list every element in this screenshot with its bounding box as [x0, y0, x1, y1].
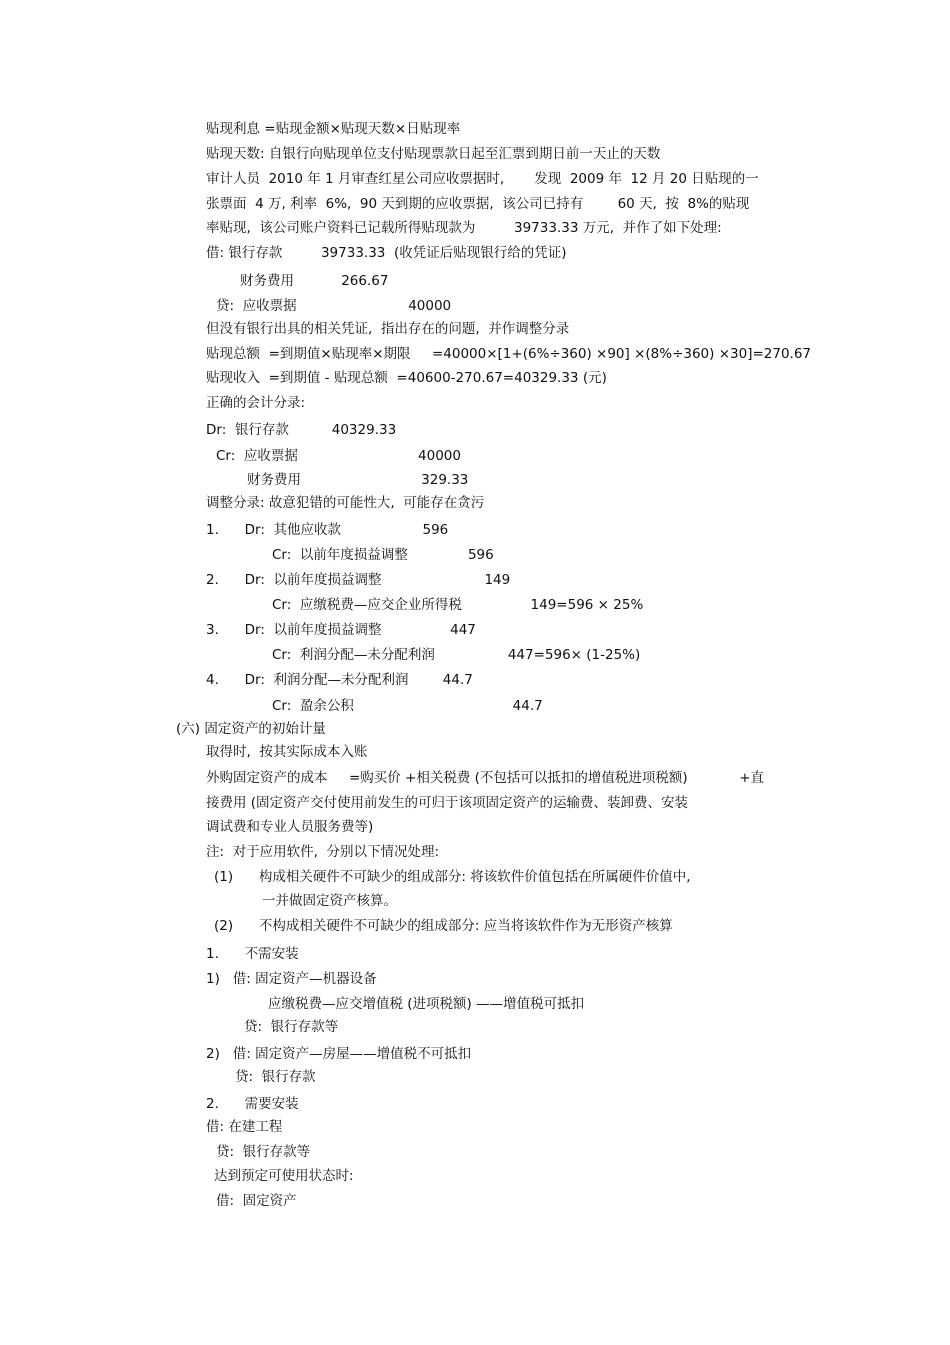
text-line: 外购固定资产的成本 =购买价 +相关税费 (不包括可以抵扣的增值税进项税额) +直	[206, 770, 765, 786]
text-line: 借: 在建工程	[206, 1119, 283, 1135]
text-line: Dr: 银行存款 40329.33	[206, 422, 397, 438]
text-line: Cr: 利润分配—未分配利润 447=596× (1-25%)	[272, 647, 641, 663]
text-line: 借: 固定资产	[216, 1193, 297, 1209]
text-line: 一并做固定资产核算。	[262, 893, 397, 909]
text-line: 4. Dr: 利润分配—未分配利润 44.7	[206, 672, 473, 688]
text-line: 贷: 银行存款	[235, 1069, 316, 1085]
text-line: 2) 借: 固定资产—房屋——增值税不可抵扣	[206, 1046, 472, 1062]
text-line: 2. Dr: 以前年度损益调整 149	[206, 572, 511, 588]
text-line: 达到预定可使用状态时:	[214, 1168, 354, 1184]
text-line: 审计人员 2010 年 1 月审查红星公司应收票据时, 发现 2009 年 12 月 20 日贴现的一	[206, 171, 759, 187]
text-line: 1) 借: 固定资产—机器设备	[206, 971, 377, 987]
text-line: 1. 不需安装	[206, 946, 299, 962]
text-line: 3. Dr: 以前年度损益调整 447	[206, 622, 476, 638]
text-line: Cr: 应缴税费—应交企业所得税 149=596 × 25%	[272, 597, 644, 613]
text-line: 贴现收入 =到期值 - 贴现总额 =40600-270.67=40329.33 (元)	[206, 370, 607, 386]
text-line: (1) 构成相关硬件不可缺少的组成部分: 将该软件价值包括在所属硬件价值中,	[214, 869, 691, 885]
text-line: 1. Dr: 其他应收款 596	[206, 522, 449, 538]
text-line: 正确的会计分录:	[206, 395, 306, 411]
text-line: 但没有银行出具的相关凭证, 指出存在的问题, 并作调整分录	[206, 321, 570, 337]
text-line: 率贴现, 该公司账户资料已记载所得贴现款为 39733.33 万元, 并作了如下处理:	[206, 220, 722, 236]
text-line: 财务费用 266.67	[240, 273, 389, 289]
text-line: Cr: 以前年度损益调整 596	[272, 547, 494, 563]
text-line: 调试费和专业人员服务费等)	[206, 819, 374, 835]
text-line: 2. 需要安装	[206, 1096, 299, 1112]
text-line: Cr: 应收票据 40000	[216, 448, 461, 464]
text-line: 接费用 (固定资产交付使用前发生的可归于该项固定资产的运输费、装卸费、安装	[206, 795, 689, 811]
text-line: 应缴税费—应交增值税 (进项税额) ——增值税可抵扣	[268, 996, 585, 1012]
text-line: 贷: 银行存款等	[216, 1144, 311, 1160]
text-line: 财务费用 329.33	[247, 472, 469, 488]
text-line: 贷: 应收票据 40000	[216, 298, 452, 314]
text-line: 借: 银行存款 39733.33 (收凭证后贴现银行给的凭证)	[206, 245, 567, 261]
section-heading: (六) 固定资产的初始计量	[176, 721, 326, 737]
text-line: 注: 对于应用软件, 分别以下情况处理:	[206, 844, 440, 860]
text-line: 贴现天数: 自银行向贴现单位支付贴现票款日起至汇票到期日前一天止的天数	[206, 146, 661, 162]
text-line: 贷: 银行存款等	[244, 1019, 339, 1035]
text-line: 调整分录: 故意犯错的可能性大, 可能存在贪污	[206, 495, 485, 511]
text-line: Cr: 盈余公积 44.7	[272, 698, 543, 714]
text-line: 取得时, 按其实际成本入账	[206, 744, 368, 760]
text-line: 贴现总额 =到期值×贴现率×期限 =40000×[1+(6%÷360) ×90] ×(8%÷360) ×30]=270.67	[206, 346, 812, 362]
text-line: 贴现利息 =贴现金额×贴现天数×日贴现率	[206, 121, 461, 137]
text-line: 张票面 4 万, 利率 6%, 90 天到期的应收票据, 该公司已持有 60 天, 按 8%的贴现	[206, 196, 750, 212]
text-line: (2) 不构成相关硬件不可缺少的组成部分: 应当将该软件作为无形资产核算	[214, 918, 673, 934]
